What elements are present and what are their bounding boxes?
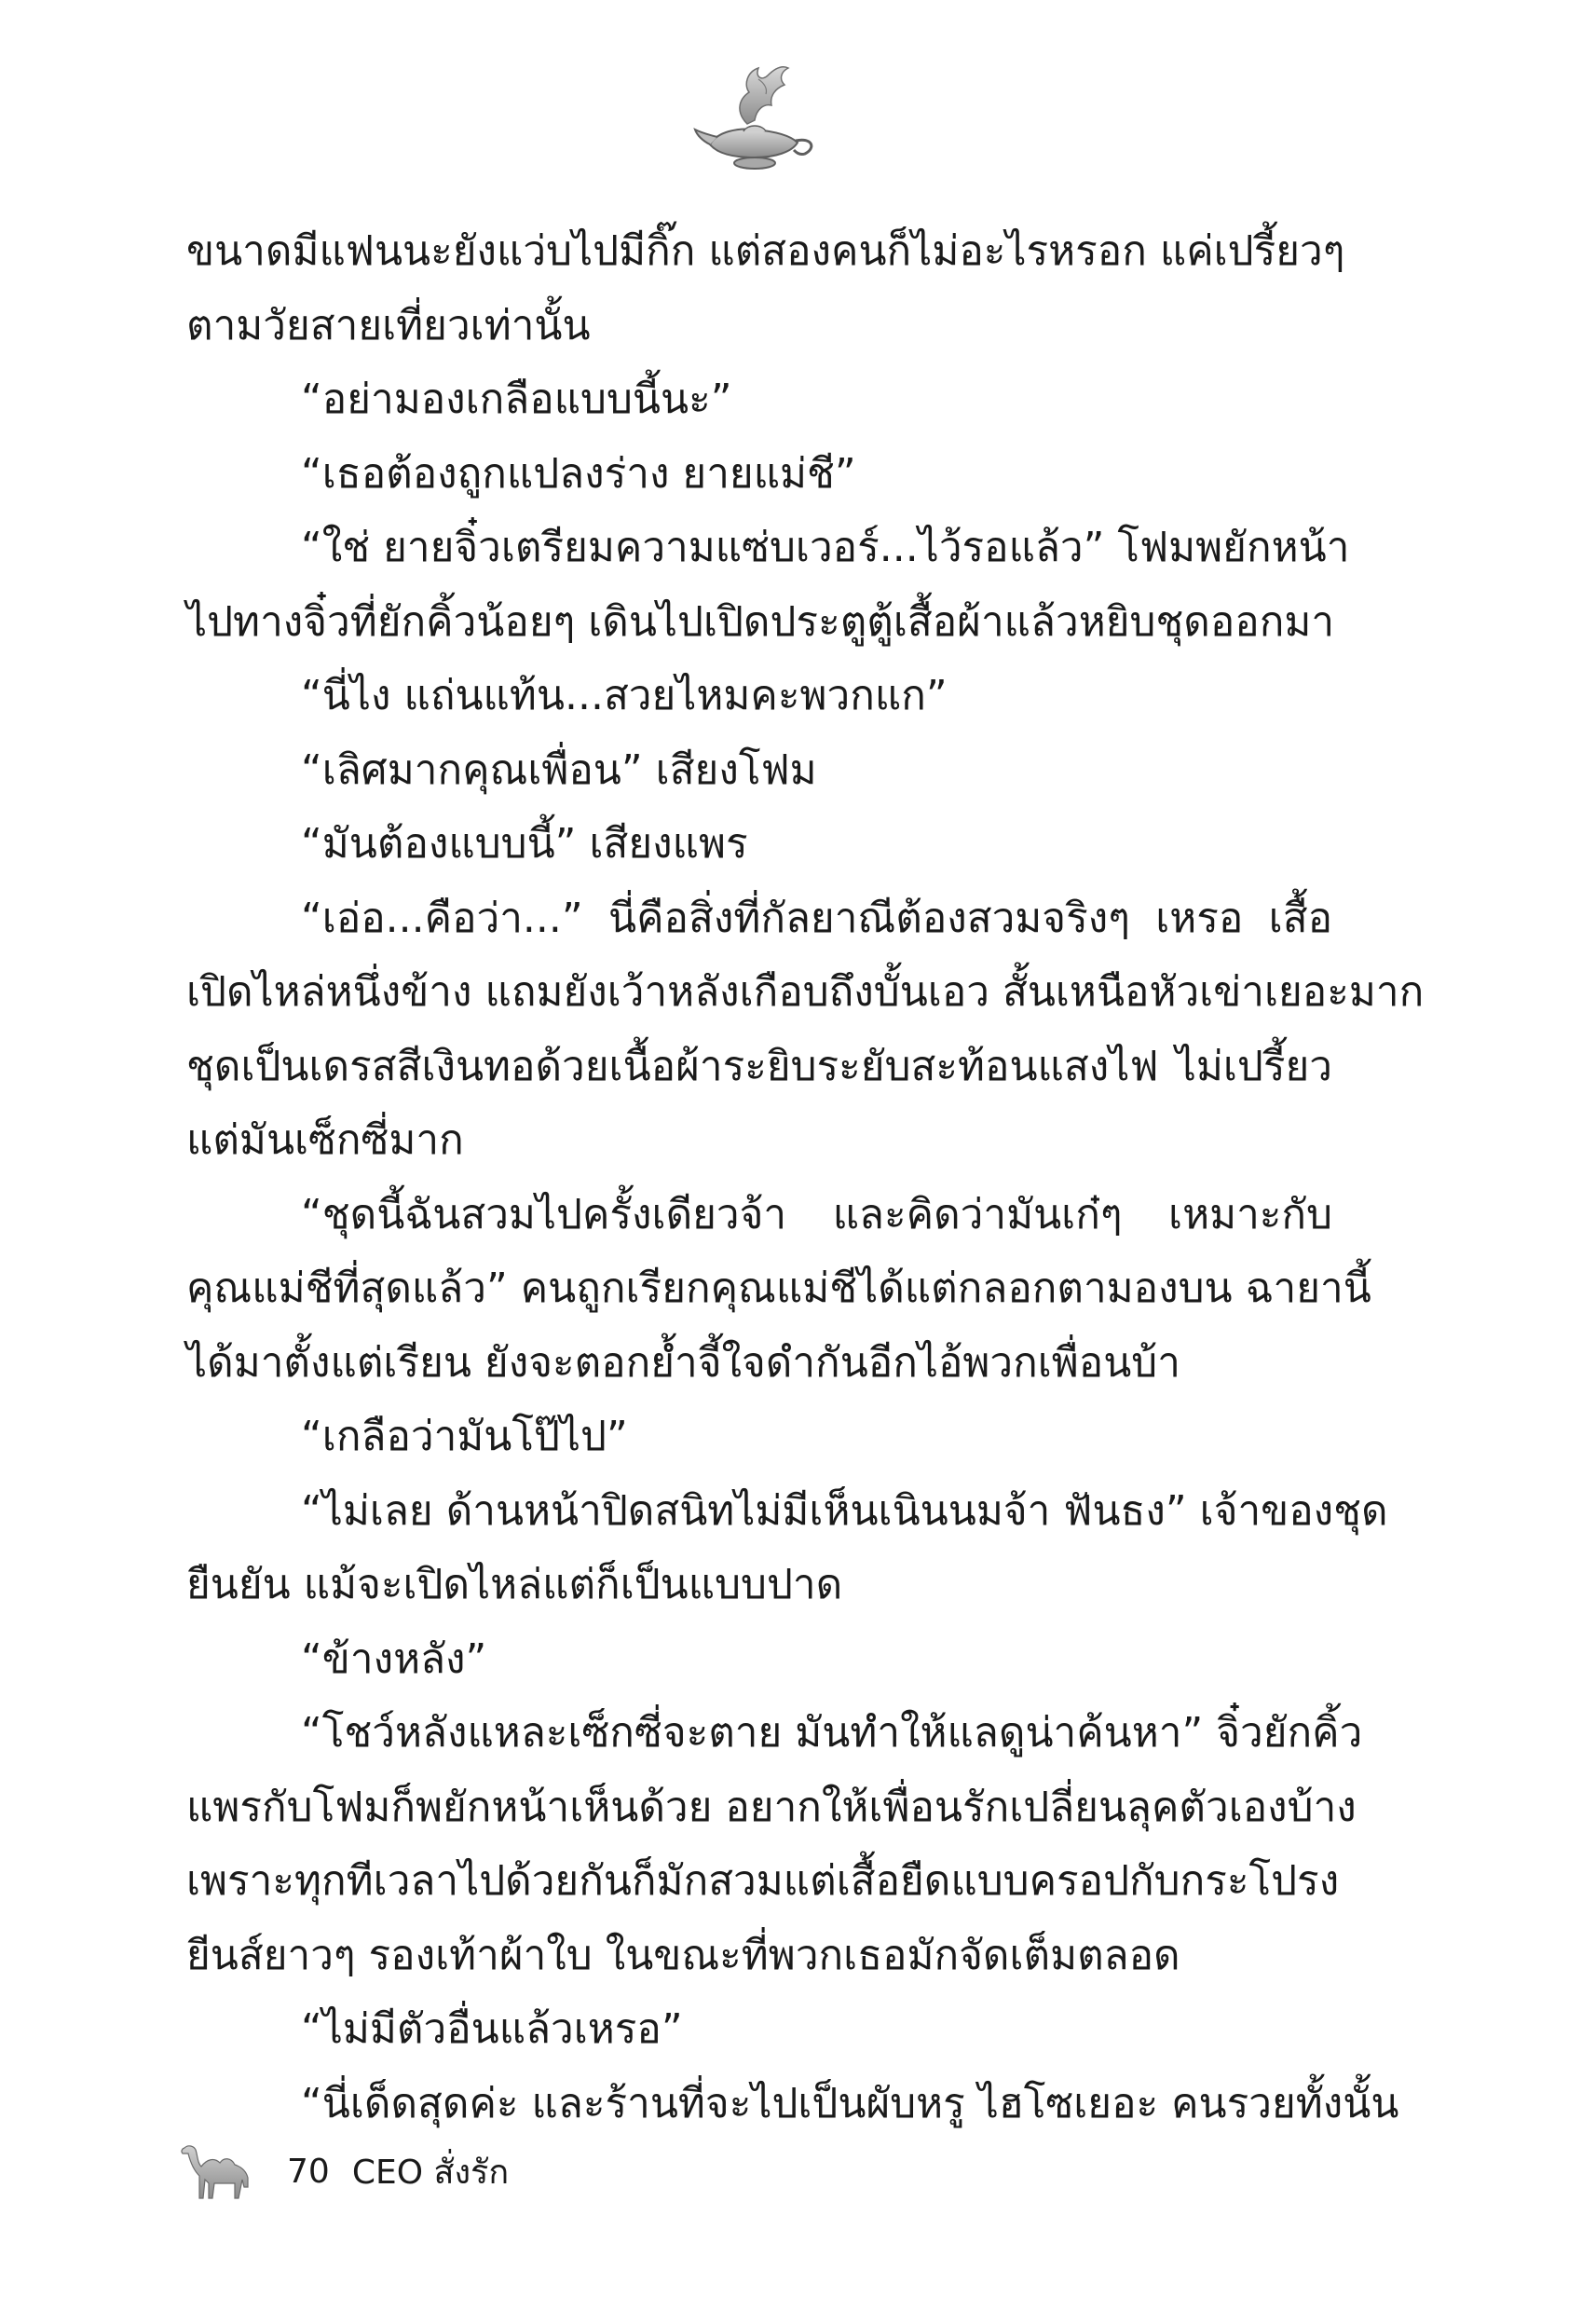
paragraph-line: “นี่ไง แถ่นแท้น...สวยไหมคะพวกแก”: [301, 672, 948, 719]
paragraph-line: คุณแม่ชีที่สุดแล้ว” คนถูกเรียกคุณแม่ชีได้แต่กลอกตามองบน ฉายานี้: [186, 1265, 1371, 1312]
paragraph-line: ยีนส์ยาวๆ รองเท้าผ้าใบ ในขณะที่พวกเธอมักจัดเต็มตลอด: [186, 1931, 1180, 1979]
page-footer: [177, 2139, 509, 2204]
paragraph-line: “เอ่อ...คือว่า...” นี่คือสิ่งที่กัลยาณีต้องสวมจริงๆ เหรอ เสื้อ: [301, 894, 1332, 942]
paragraph-line: ยืนยัน แม้จะเปิดไหล่แต่ก็เป็นแบบปาด: [186, 1561, 843, 1608]
paragraph-line: “นี่เด็ดสุดค่ะ และร้านที่จะไปเป็นผับหรู ไฮโซเยอะ คนรวยทั้งนั้น: [301, 2079, 1399, 2127]
magic-lamp-genie-icon: [689, 51, 820, 182]
paragraph-line: ตามวัยสายเที่ยวเท่านั้น: [186, 301, 591, 349]
paragraph-line: “ชุดนี้ฉันสวมไปครั้งเดียวจ้า และคิดว่ามันเก๋ๆ เหมาะกับ: [301, 1190, 1332, 1238]
camel-icon: [177, 2139, 261, 2204]
paragraph-line: “ไม่มีตัวอื่นแล้วเหรอ”: [301, 2005, 683, 2053]
paragraph-line: “ไม่เลย ด้านหน้าปิดสนิทไม่มีเห็นเนินนมจ้า ฟันธง” เจ้าของชุด: [301, 1486, 1388, 1535]
paragraph-line: “มันต้องแบบนี้” เสียงแพร: [301, 820, 748, 868]
paragraph-line: ขนาดมีแฟนนะยังแว่บไปมีกิ๊ก แต่สองคนก็ไม่อะไรหรอก แค่เปรี้ยวๆ: [186, 227, 1345, 275]
paragraph-line: ได้มาตั้งแต่เรียน ยังจะตอกย้ำจี้ใจดำกันอีกไอ้พวกเพื่อนบ้า: [186, 1338, 1180, 1387]
paragraph-line: ชุดเป็นเดรสสีเงินทอด้วยเนื้อผ้าระยิบระยับสะท้อนแสงไฟ ไม่เปรี้ยว: [186, 1042, 1332, 1090]
paragraph-line: “ใช่ ยายจิ๋วเตรียมความแซ่บเวอร์...ไว้รอแล้ว” โฟมพยักหน้า: [301, 524, 1350, 571]
paragraph-line: “อย่ามองเกลือแบบนี้นะ”: [301, 376, 732, 423]
paragraph-line: ไปทางจิ๋วที่ยักคิ้วน้อยๆ เดินไปเปิดประตูตู้เสื้อผ้าแล้วหยิบชุดออกมา: [186, 597, 1335, 646]
paragraph-line: แพรกับโฟมก็พยักหน้าเห็นด้วย อยากให้เพื่อนรักเปลี่ยนลุคตัวเองบ้าง: [186, 1783, 1357, 1831]
paragraph-line: เพราะทุกทีเวลาไปด้วยกันก็มักสวมแต่เสื้อยืดแบบครอปกับกระโปรง: [186, 1857, 1340, 1905]
paragraph-line: เปิดไหล่หนึ่งข้าง แถมยังเว้าหลังเกือบถึงบั้นเอว สั้นเหนือหัวเข่าเยอะมาก: [186, 968, 1425, 1016]
body-text: [186, 214, 1425, 2140]
paragraph-line: แต่มันเซ็กซี่มาก: [186, 1116, 464, 1164]
paragraph-line: “โชว์หลังแหละเซ็กซี่จะตาย มันทำให้แลดูน่าค้นหา” จิ๋วยักคิ้ว: [301, 1709, 1363, 1757]
paragraph-line: “เธอต้องถูกแปลงร่าง ยายแม่ชี”: [301, 449, 856, 498]
book-title: CEO สั่งรัก: [351, 2153, 510, 2192]
paragraph-line: “เลิศมากคุณเพื่อน” เสียงโฟม: [301, 745, 817, 794]
paragraph-line: “ข้างหลัง”: [301, 1634, 487, 1683]
page-number: 70: [287, 2152, 330, 2191]
paragraph-line: “เกลือว่ามันโป๊ไป”: [301, 1413, 628, 1460]
